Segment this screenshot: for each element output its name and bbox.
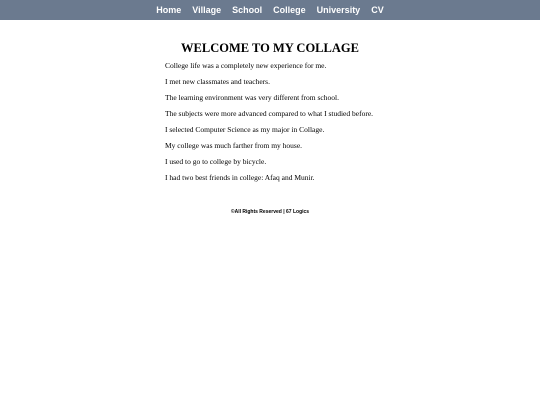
page-title: WELCOME TO MY COLLAGE bbox=[181, 41, 359, 55]
paragraph: College life was a completely new experience for me. bbox=[165, 61, 327, 70]
paragraph: I used to go to college by bicycle. bbox=[165, 157, 267, 166]
nav-link-university[interactable]: University bbox=[316, 5, 361, 15]
nav-link-village[interactable]: Village bbox=[192, 5, 222, 15]
top-navbar bbox=[0, 0, 540, 20]
nav-link-college[interactable]: College bbox=[273, 5, 306, 15]
footer-copyright: ©All Rights Reserved | 67 Logics bbox=[230, 209, 310, 215]
paragraph: I met new classmates and teachers. bbox=[165, 77, 270, 86]
paragraph: I selected Computer Science as my major in Collage. bbox=[165, 125, 325, 134]
paragraph: The learning environment was very different from school. bbox=[165, 93, 339, 102]
paragraph: The subjects were more advanced compared to what I studied before. bbox=[165, 109, 374, 118]
paragraph-list bbox=[165, 62, 377, 190]
paragraph: I had two best friends in college: Afaq and Munir. bbox=[165, 173, 315, 182]
paragraph: My college was much farther from my house. bbox=[165, 141, 303, 150]
nav-link-home[interactable]: Home bbox=[156, 5, 182, 15]
nav-link-school[interactable]: School bbox=[232, 5, 263, 15]
nav-link-cv[interactable]: CV bbox=[371, 5, 384, 15]
